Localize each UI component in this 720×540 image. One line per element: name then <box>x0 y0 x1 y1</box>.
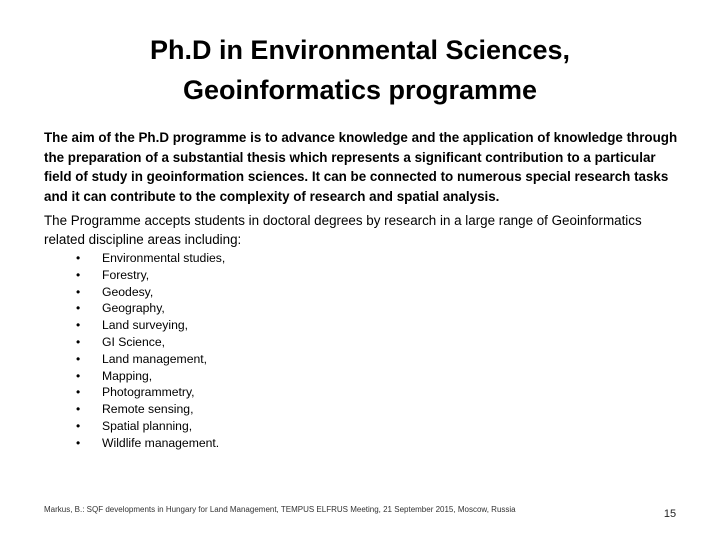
list-item-text: Geodesy, <box>102 284 154 299</box>
list-item-text: Remote sensing, <box>102 402 194 417</box>
list-item-text: Photogrammetry, <box>102 385 195 400</box>
list-item-text: Wildlife management. <box>102 435 220 450</box>
list-item-text: Land surveying, <box>102 318 189 333</box>
list-item-text: Mapping, <box>102 368 153 383</box>
slide-title-line-2: Geoinformatics programme <box>182 75 538 105</box>
aim-paragraph: The aim of the Ph.D programme is to advance knowledge and the application of knowledge through the preparation of a substantial thesis which represents a significant contribution to a particular field of study in geoinformation sciences. It can be connected to numerous special research tasks and it can contribute to the complexity of research and spatial analysis. <box>44 130 678 204</box>
bullet-icon: • <box>76 385 81 400</box>
page-number: 15 <box>663 508 677 520</box>
bullet-icon: • <box>76 267 81 282</box>
slide-title <box>60 30 660 110</box>
list-item-text: Environmental studies, <box>102 251 226 265</box>
list-item-text: Forestry, <box>102 267 150 282</box>
bullet-icon: • <box>76 402 81 417</box>
list-item-text: GI Science, <box>102 334 165 349</box>
list-item-text: Spatial planning, <box>102 418 193 433</box>
bullet-icon: • <box>76 435 81 450</box>
bullet-icon: • <box>76 368 81 383</box>
bullet-icon: • <box>76 301 81 316</box>
bullet-icon: • <box>76 334 81 349</box>
accepts-paragraph: The Programme accepts students in doctoral degrees by research in a large range of Geoinformatics related discipline areas including: <box>44 213 642 247</box>
slide-title-line-1: Ph.D in Environmental Sciences, <box>149 35 571 65</box>
bullet-icon: • <box>76 251 81 265</box>
bullet-icon: • <box>76 418 81 433</box>
footer-citation: Markus, B.: SQF developments in Hungary for Land Management, TEMPUS ELFRUS Meeting, 21 September 2015, Moscow, Russia <box>44 505 516 514</box>
list-item-text: Land management, <box>102 351 208 366</box>
bullet-icon: • <box>76 318 81 333</box>
list-item-text: Geography, <box>102 301 165 316</box>
bullet-icon: • <box>76 351 81 366</box>
bullet-icon: • <box>76 284 81 299</box>
